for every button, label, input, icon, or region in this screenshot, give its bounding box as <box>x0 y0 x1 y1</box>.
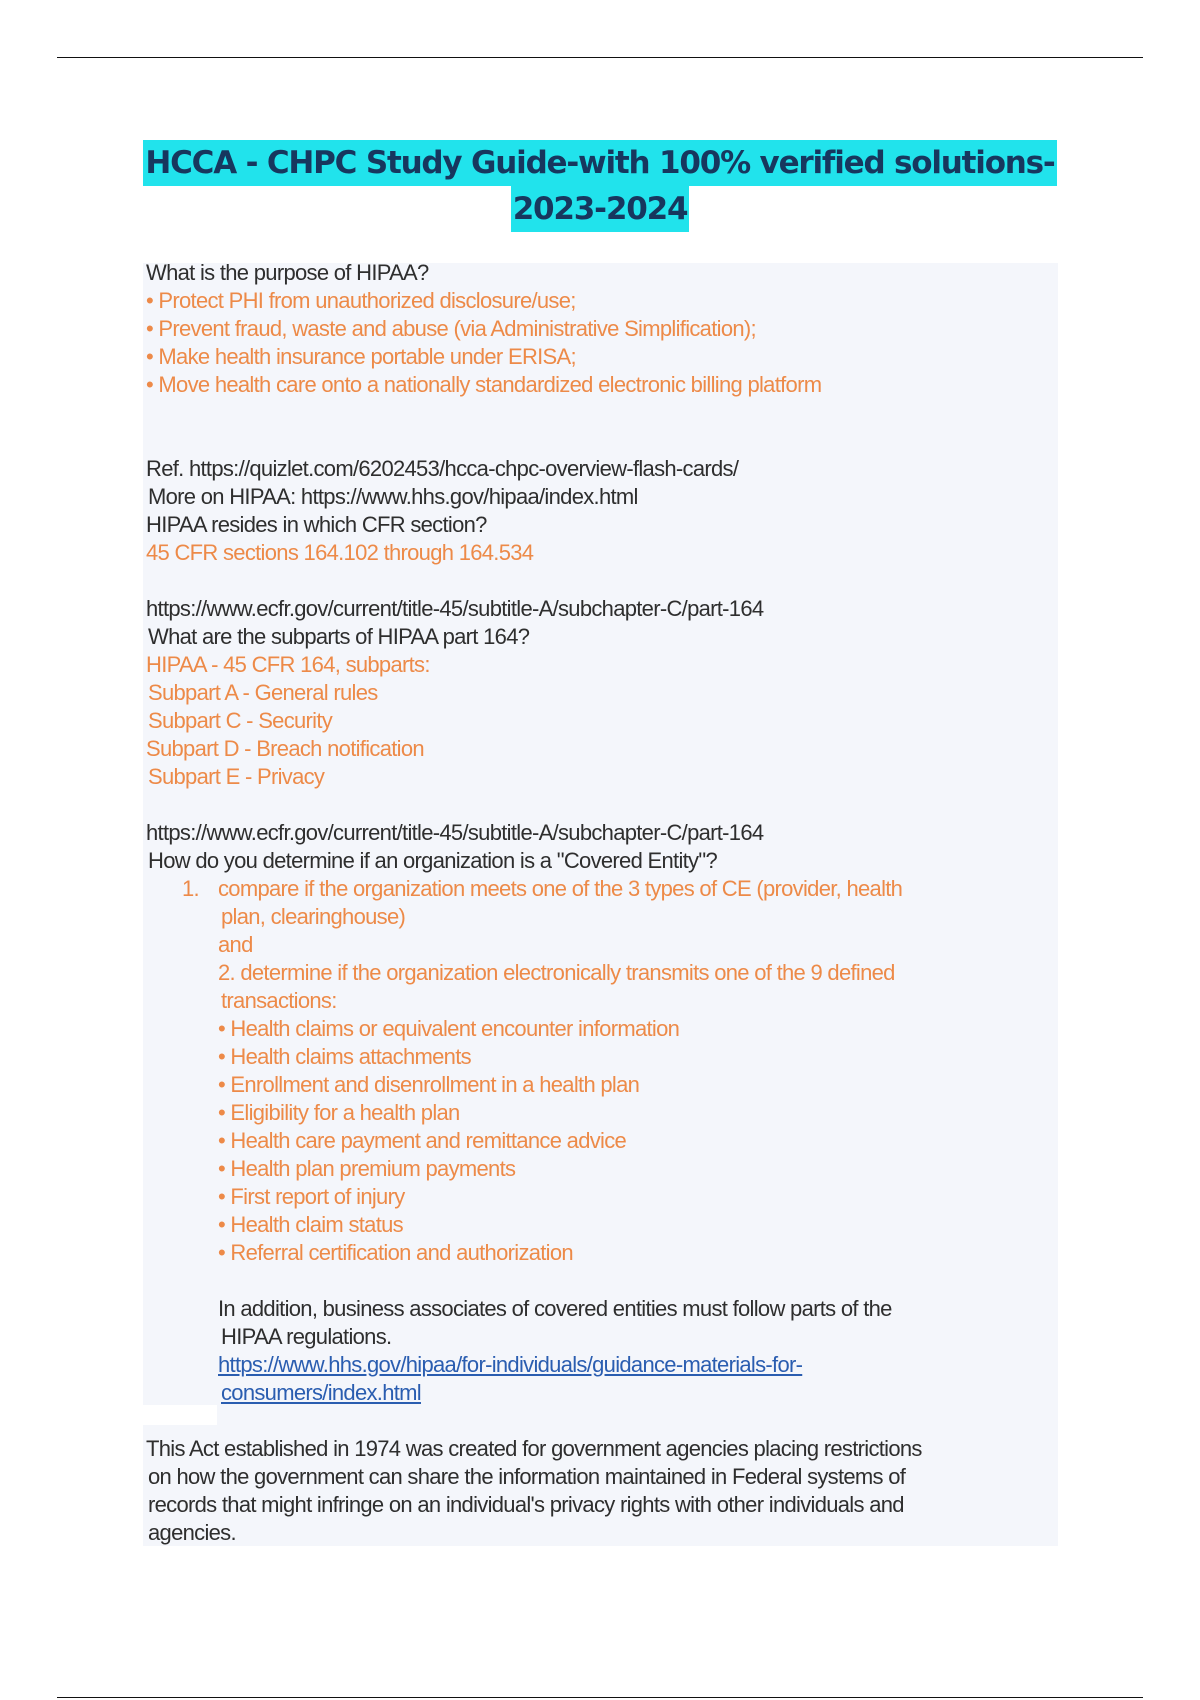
answer-subpart-d: Subpart D - Breach notification <box>146 736 424 761</box>
step-1 <box>146 875 1066 903</box>
step-and: and <box>218 932 253 957</box>
answer-subpart-c: Subpart C - Security <box>148 708 333 733</box>
reference-hhs: More on HIPAA: https://www.hhs.gov/hipaa/index.html <box>148 484 638 509</box>
guidance-link-text[interactable]: https://www.hhs.gov/hipaa/for-individuals/guidance-materials-for- <box>218 1352 803 1377</box>
transaction-item: • Eligibility for a health plan <box>218 1100 460 1125</box>
business-associates-note: In addition, business associates of covered entities must follow parts of the <box>218 1296 892 1321</box>
question-cfr-section: HIPAA resides in which CFR section? <box>146 512 487 537</box>
guidance-link-continued[interactable]: consumers/index.html <box>221 1380 421 1405</box>
transaction-item: • Health claim status <box>218 1212 403 1237</box>
answer-subpart-e: Subpart E - Privacy <box>148 764 325 789</box>
reference-quizlet: Ref. https://quizlet.com/6202453/hcca-chpc-overview-flash-cards/ <box>146 456 739 481</box>
question-hipaa-purpose: What is the purpose of HIPAA? <box>146 260 429 285</box>
transaction-item: • Health claims or equivalent encounter information <box>218 1016 680 1041</box>
top-rule <box>57 57 1143 58</box>
answer-line: • Protect PHI from unauthorized disclosure/use; <box>146 288 576 313</box>
answer-subparts-header: HIPAA - 45 CFR 164, subparts: <box>146 652 430 677</box>
guidance-link[interactable] <box>146 1351 1066 1379</box>
step-2: 2. determine if the organization electronically transmits one of the 9 defined <box>218 960 895 985</box>
title-line-2: 2023-2024 <box>511 186 690 232</box>
answer-cfr-section: 45 CFR sections 164.102 through 164.534 <box>146 540 534 565</box>
title-line-1: HCCA - CHPC Study Guide-with 100% verified solutions- <box>143 140 1056 186</box>
transaction-item: • Health plan premium payments <box>218 1156 516 1181</box>
privacy-act-question-line: on how the government can share the information maintained in Federal systems of <box>148 1464 906 1489</box>
step-1-continued: plan, clearinghouse) <box>221 904 406 929</box>
transaction-item: • Health claims attachments <box>218 1044 471 1069</box>
answer-line: • Prevent fraud, waste and abuse (via Administrative Simplification); <box>146 316 756 341</box>
transaction-item: • Enrollment and disenrollment in a health plan <box>218 1072 640 1097</box>
bottom-rule <box>57 1697 1143 1698</box>
business-associates-note-continued: HIPAA regulations. <box>221 1324 392 1349</box>
step-1-text: compare if the organization meets one of the 3 types of CE (provider, health <box>218 876 903 901</box>
reference-ecfr: https://www.ecfr.gov/current/title-45/subtitle-A/subchapter-C/part-164 <box>146 596 764 621</box>
privacy-act-question-line: records that might infringe on an individual's privacy rights with other individuals and <box>148 1492 904 1517</box>
privacy-act-question-line: agencies. <box>148 1520 236 1545</box>
privacy-act-question: This Act established in 1974 was created for government agencies placing restrictions <box>146 1436 922 1461</box>
transaction-item: • Referral certification and authorization <box>218 1240 573 1265</box>
answer-subpart-a: Subpart A - General rules <box>148 680 378 705</box>
reference-ecfr-2: https://www.ecfr.gov/current/title-45/subtitle-A/subchapter-C/part-164 <box>146 820 764 845</box>
question-covered-entity: How do you determine if an organization is a "Covered Entity"? <box>148 848 717 873</box>
answer-line: • Make health insurance portable under ERISA; <box>146 344 576 369</box>
transaction-item: • Health care payment and remittance advice <box>218 1128 627 1153</box>
transaction-item: • First report of injury <box>218 1184 405 1209</box>
step-2-continued: transactions: <box>221 988 337 1013</box>
question-subparts: What are the subparts of HIPAA part 164? <box>148 624 530 649</box>
study-content <box>146 259 1066 1547</box>
document-title <box>0 140 1200 232</box>
step-1-number: 1. <box>182 876 199 901</box>
answer-line: • Move health care onto a nationally standardized electronic billing platform <box>146 372 822 397</box>
